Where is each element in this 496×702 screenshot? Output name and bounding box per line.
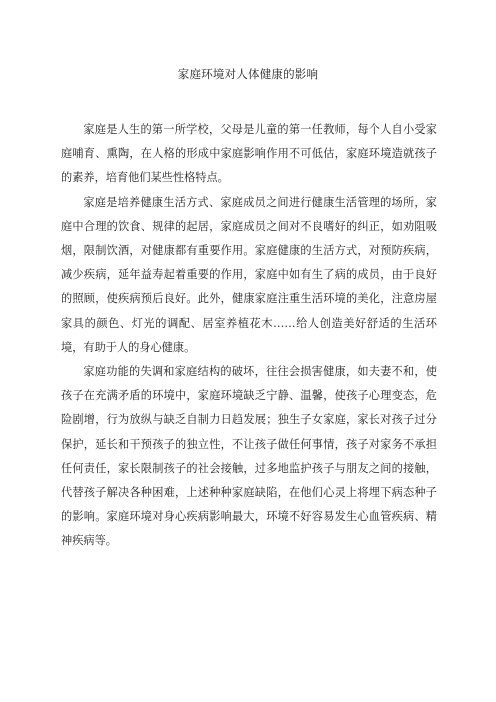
document-body [61,118,437,554]
paragraph-3: 家庭功能的失调和家庭结构的破坏，往往会损害健康，如夫妻不和，使孩子在充满矛盾的环境中，家庭环境缺乏宁静、温馨，使孩子心理变态，危险剧增，行为放纵与缺乏自制力日趋发展；独生子女家庭，家长对孩子过分保护，延长和干预孩子的独立性，不让孩子做任何事情，孩子对家务不承担任何责任，家长限制孩子的社会接触，过多地监护孩子与朋友之间的接触，代替孩子解决各种困难，上述种种家庭缺陷，在他们心灵上将埋下病态种子的影响。家庭环境对身心疾病影响最大，环境不好容易发生心血管疾病、精神疾病等。 [61,365,437,548]
paragraph-1: 家庭是人生的第一所学校，父母是儿童的第一任教师，每个人自小受家庭哺育、熏陶，在人格的形成中家庭影响作用不可低估，家庭环境造就孩子的素养，培育他们某些性格特点。 [61,123,437,185]
document-title: 家庭环境对人体健康的影响 [177,67,319,81]
paragraph-2: 家庭是培养健康生活方式、家庭成员之间进行健康生活管理的场所，家庭中合理的饮食、规律的起居，家庭成员之间对不良嗜好的纠正，如劝阻吸烟，限制饮酒，对健康都有重要作用。家庭健康的生活方式，对预防疾病，减少疾病，延年益寿起着重要的作用，家庭中如有生了病的成员，由于良好的照顾，使疾病预后良好。此外，健康家庭注重生活环境的美化，注意房屋家具的颜色、灯光的调配、居室养植花木……给人创造美好舒适的生活环境，有助于人的身心健康。 [61,195,437,354]
